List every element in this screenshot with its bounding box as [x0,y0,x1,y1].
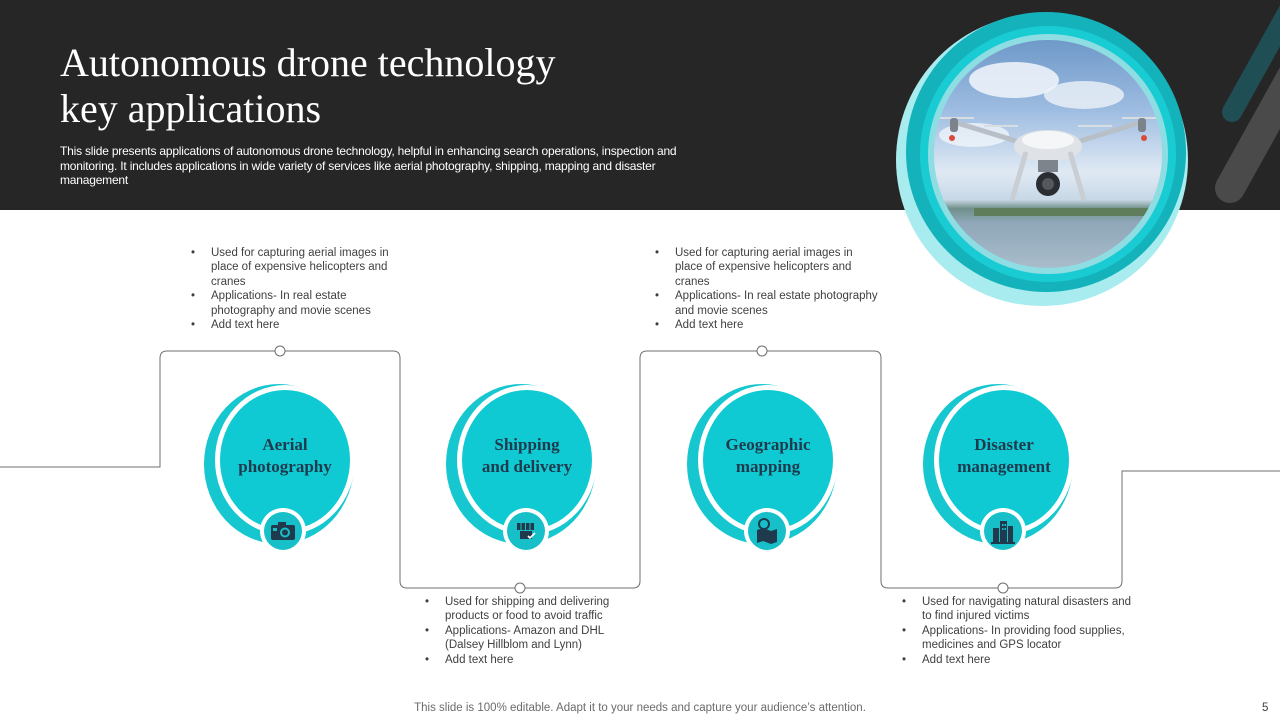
title-line-1: Autonomous drone technology [60,40,556,85]
step-label [957,434,1050,478]
list-item: • Applications- In providing food supplies, medicines and GPS locator [902,624,1132,653]
bullets-geographic-mapping [655,246,883,332]
bullets-shipping-delivery [425,595,645,667]
step-label [726,434,811,478]
list-item: • Add text here [191,318,391,332]
step-label [482,434,572,478]
building-badge [980,508,1026,554]
step-label-line-2: photography [238,457,332,476]
page-subtitle: This slide presents applications of autonomous drone technology, helpful in enhancing search operations, inspection and monitoring. It includes applications in wide variety of services like aerial photography, shipping, mapping and disaster management [60,144,677,187]
list-item: • Used for capturing aerial images in place of expensive helicopters and cranes [655,246,883,289]
list-item: • Add text here [425,653,645,667]
step-label [238,434,332,478]
list-item: • Applications- In real estate photography and movie scenes [655,289,883,318]
step-label-line-2: and delivery [481,457,573,476]
title-line-2: key applications [60,86,322,131]
list-item: • Add text here [655,318,883,332]
list-item: • Used for navigating natural disasters and to find injured victims [902,595,1132,624]
footer-note: This slide is 100% editable. Adapt it to your needs and capture your audience’s attention. [414,702,866,714]
map-badge-inner [748,512,786,550]
list-item: • Add text here [902,653,1132,667]
list-item: • Used for capturing aerial images in place of expensive helicopters and cranes [191,246,391,289]
delivery-box-icon [514,519,538,543]
map-badge [744,508,790,554]
step-label-line-1: Disaster [974,435,1034,454]
bullets-disaster-management [902,595,1132,667]
page-number: 5 [1262,702,1269,714]
step-label-line-2: mapping [735,457,801,476]
list-item: • Applications- Amazon and DHL (Dalsey Hillblom and Lynn) [425,624,645,653]
step-label-line-1: Shipping [494,435,560,454]
list-item: • Used for shipping and delivering products or food to avoid traffic [425,595,645,624]
camera-badge-inner [264,512,302,550]
step-label-line-1: Aerial [262,435,308,454]
camera-badge [260,508,306,554]
step-label-line-2: management [957,457,1051,476]
camera-icon [270,520,296,542]
bullets-aerial-photography [191,246,391,332]
building-icon [991,518,1015,544]
building-badge-inner [984,512,1022,550]
delivery-badge-inner [507,512,545,550]
list-item: • Applications- In real estate photography and movie scenes [191,289,391,318]
step-label-line-1: Geographic [725,435,811,454]
delivery-badge [503,508,549,554]
map-pin-icon [755,518,779,544]
